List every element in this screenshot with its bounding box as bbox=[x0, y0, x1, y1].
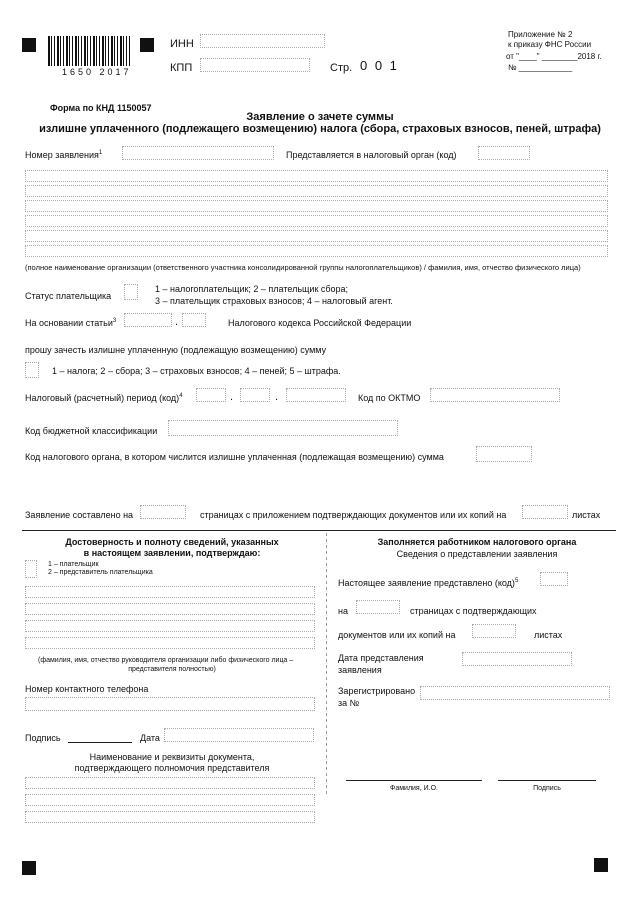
office-pages-text-1: страницах с подтверждающих bbox=[410, 606, 537, 616]
payment-type-field[interactable] bbox=[25, 362, 39, 378]
org-name-row-6[interactable] bbox=[25, 245, 608, 257]
tax-authority-code-field[interactable] bbox=[478, 146, 530, 160]
signer-name-row-3[interactable] bbox=[25, 620, 315, 632]
column-divider bbox=[326, 533, 327, 795]
payment-type-hint: 1 – налога; 2 – сбора; 3 – страховых взносов; 4 – пеней; 5 – штрафа. bbox=[52, 366, 341, 376]
payer-status-field[interactable] bbox=[124, 284, 138, 300]
inn-field[interactable] bbox=[200, 34, 325, 48]
signer-name-caption-2: представителя полностью) bbox=[128, 666, 216, 673]
fio-line bbox=[346, 780, 482, 781]
barcode bbox=[48, 36, 130, 66]
pages-middle: страницах с приложением подтверждающих документов или их копий на bbox=[200, 510, 507, 520]
doc-heading-2: подтверждающего полномочия представителя bbox=[74, 763, 270, 773]
doc-row-1[interactable] bbox=[25, 777, 315, 789]
signer-name-row-1[interactable] bbox=[25, 586, 315, 598]
doc-row-3[interactable] bbox=[25, 811, 315, 823]
registration-marker-top-left bbox=[22, 38, 36, 52]
signer-type-field[interactable] bbox=[25, 560, 37, 578]
fio-caption: Фамилия, И.О. bbox=[390, 785, 438, 792]
sheets-count-field[interactable] bbox=[522, 505, 568, 519]
presented-label-text: Настоящее заявление представлено (код) bbox=[338, 578, 515, 588]
sign-line bbox=[498, 780, 596, 781]
office-heading: Заполняется работником налогового органа bbox=[377, 537, 577, 547]
doc-row-2[interactable] bbox=[25, 794, 315, 806]
office-sheets-field[interactable] bbox=[472, 624, 516, 638]
kpp-field[interactable] bbox=[200, 58, 310, 72]
registration-marker-top-mid bbox=[140, 38, 154, 52]
org-name-caption: (полное наименование организации (ответственного участника консолидированной группы налогоплательщиков) / фамилия, имя, отчество физического лица) bbox=[25, 263, 581, 272]
confirm-heading-1: Достоверность и полноту сведений, указанных bbox=[65, 537, 279, 547]
period-dot-2: . bbox=[275, 391, 279, 403]
registered-label-1: Зарегистрировано bbox=[338, 686, 416, 696]
org-name-row-4[interactable] bbox=[25, 215, 608, 227]
registration-marker-bottom-left bbox=[22, 861, 36, 875]
oktmo-label: Код по ОКТМО bbox=[358, 393, 421, 403]
signer-name-row-4[interactable] bbox=[25, 637, 315, 649]
appendix-label: Приложение № 2 bbox=[508, 30, 573, 39]
section-divider bbox=[22, 530, 616, 531]
signer-option-2: 2 – представитель плательщика bbox=[48, 569, 153, 576]
period-code-field[interactable] bbox=[196, 388, 226, 402]
kbk-label: Код бюджетной классификации bbox=[25, 426, 158, 436]
order-ref: к приказу ФНС России bbox=[508, 40, 592, 49]
signature-label: Подпись bbox=[25, 733, 61, 743]
article-label-text: На основании статьи bbox=[25, 318, 113, 328]
application-number-label bbox=[25, 150, 102, 160]
article-subnumber-field[interactable] bbox=[182, 313, 206, 327]
office-subheading: Сведения о представлении заявления bbox=[396, 549, 558, 559]
form-title-line2: излишне уплаченного (подлежащего возмещению) налога (сбора, страховых взносов, пеней, штрафа) bbox=[39, 123, 601, 135]
registration-marker-bottom-right bbox=[594, 858, 608, 872]
presented-label bbox=[338, 578, 518, 588]
article-dot: . bbox=[175, 316, 179, 328]
on-label: на bbox=[338, 606, 348, 616]
payer-status-hint-2: 3 – плательщик страховых взносов; 4 – налоговый агент. bbox=[155, 296, 393, 306]
kbk-field[interactable] bbox=[168, 420, 398, 436]
footnote-1: 1 bbox=[98, 150, 103, 156]
footnote-4: 4 bbox=[179, 393, 183, 399]
submitted-to-label: Представляется в налоговый орган (код) bbox=[286, 150, 457, 160]
pages-label: Заявление составлено на bbox=[25, 510, 134, 520]
office-pages-text-2: документов или их копий на bbox=[338, 630, 456, 640]
kpp-label: КПП bbox=[170, 62, 193, 74]
article-label bbox=[25, 318, 116, 328]
org-name-row-3[interactable] bbox=[25, 200, 608, 212]
order-date: от "____" ________2018 г. bbox=[506, 52, 602, 61]
confirm-heading-2: в настоящем заявлении, подтверждаю: bbox=[83, 548, 261, 558]
signature-line bbox=[68, 742, 132, 743]
period-label-text: Налоговый (расчетный) период (код) bbox=[25, 393, 180, 403]
barcode-numbers: 1650 2017 bbox=[62, 67, 132, 77]
oktmo-field[interactable] bbox=[430, 388, 560, 402]
signer-option-1: 1 – плательщик bbox=[48, 561, 99, 568]
tax-authority-field[interactable] bbox=[476, 446, 532, 462]
registered-label-2: за № bbox=[338, 698, 360, 708]
left-date-label: Дата bbox=[140, 733, 160, 743]
org-name-row-2[interactable] bbox=[25, 185, 608, 197]
article-number-field[interactable] bbox=[124, 313, 172, 327]
page-number: 0 0 1 bbox=[360, 58, 399, 73]
sign-caption: Подпись bbox=[533, 785, 561, 792]
period-label bbox=[25, 393, 183, 403]
office-pages-field[interactable] bbox=[356, 600, 400, 614]
period-dot-1: . bbox=[230, 391, 234, 403]
order-number: № ____________ bbox=[508, 63, 573, 72]
presentation-date-label-1: Дата представления bbox=[338, 653, 424, 663]
presentation-date-label-2: заявления bbox=[338, 665, 382, 675]
payer-status-hint-1: 1 – налогоплательщик; 2 – плательщик сбора; bbox=[155, 284, 349, 294]
application-number-field[interactable] bbox=[122, 146, 274, 160]
left-date-field[interactable] bbox=[164, 728, 314, 742]
request-text: прошу зачесть излишне уплаченную (подлежащую возмещению) сумму bbox=[25, 345, 327, 355]
payer-status-label: Статус плательщика bbox=[25, 291, 112, 301]
period-year-field[interactable] bbox=[286, 388, 346, 402]
registration-number-field[interactable] bbox=[420, 686, 610, 700]
presented-code-field[interactable] bbox=[540, 572, 568, 586]
pages-count-field[interactable] bbox=[140, 505, 186, 519]
period-number-field[interactable] bbox=[240, 388, 270, 402]
signer-name-caption-1: (фамилия, имя, отчество руководителя организации либо физического лица – bbox=[38, 657, 294, 664]
doc-heading-1: Наименование и реквизиты документа, bbox=[89, 752, 255, 762]
phone-label: Номер контактного телефона bbox=[25, 684, 149, 694]
article-suffix: Налогового кодекса Российской Федерации bbox=[228, 318, 412, 328]
tax-authority-label: Код налогового органа, в котором числится излишне уплаченная (подлежащая возмещению) сумма bbox=[25, 452, 444, 462]
office-sheets-label: листах bbox=[534, 630, 563, 640]
footnote-5: 5 bbox=[514, 578, 519, 584]
application-number-text: Номер заявления bbox=[25, 150, 99, 160]
pages-suffix: листах bbox=[572, 510, 601, 520]
form-knd: Форма по КНД 1150057 bbox=[50, 103, 152, 113]
phone-field[interactable] bbox=[25, 697, 315, 711]
presentation-date-field[interactable] bbox=[462, 652, 572, 666]
form-title-line1: Заявление о зачете суммы bbox=[246, 111, 394, 123]
inn-label: ИНН bbox=[170, 38, 194, 50]
org-name-row-1[interactable] bbox=[25, 170, 608, 182]
org-name-row-5[interactable] bbox=[25, 230, 608, 242]
page-label: Стр. bbox=[330, 62, 353, 74]
signer-name-row-2[interactable] bbox=[25, 603, 315, 615]
footnote-3: 3 bbox=[112, 318, 117, 324]
